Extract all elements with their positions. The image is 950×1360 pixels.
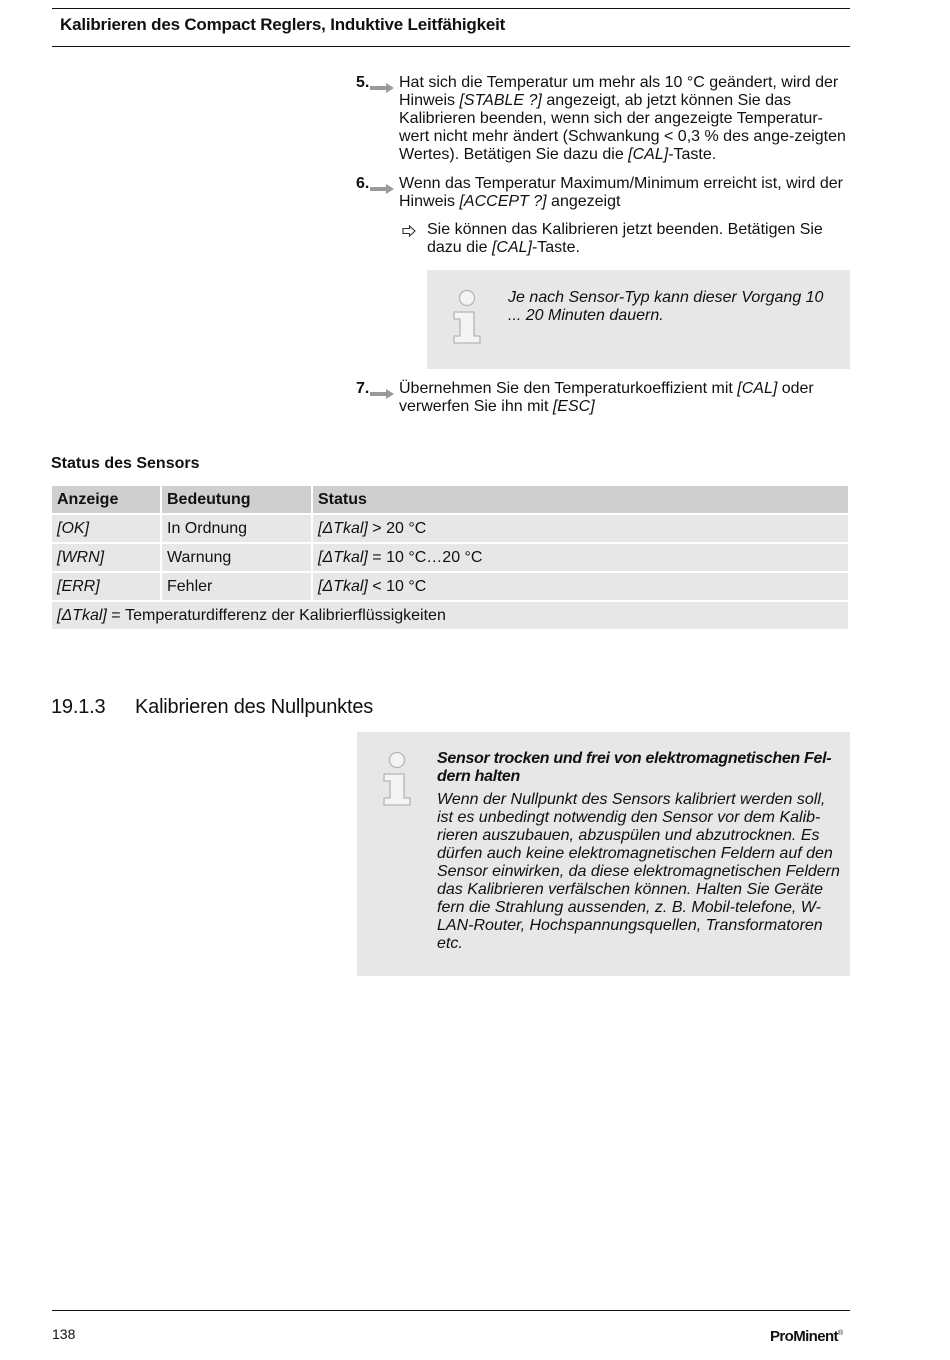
table-header-row xyxy=(52,486,848,513)
header-top-rule xyxy=(52,8,850,9)
result-arrow-icon xyxy=(399,225,419,237)
table-footnote: [ΔTkal] = Temperaturdifferenz der Kalibrierflüssigkeiten xyxy=(52,602,848,629)
result-text: Sie können das Kalibrieren jetzt beenden. Betätigen Sie dazu die [CAL]-Taste. xyxy=(427,221,823,256)
cell-status: [ΔTkal] < 10 °C xyxy=(313,573,848,600)
step-7 xyxy=(356,380,850,416)
step-result xyxy=(399,221,850,257)
section-title: Kalibrieren des Nullpunktes xyxy=(135,696,374,718)
column-header: Bedeutung xyxy=(162,486,311,513)
page-number: 138 xyxy=(52,1326,76,1342)
cell-code: [OK] xyxy=(52,515,160,542)
info-box-duration xyxy=(427,270,850,369)
column-header: Status xyxy=(313,486,848,513)
info-title: Sensor trocken und frei von elektromagnetischen Fel-dern halten xyxy=(437,750,832,785)
step-arrow-icon xyxy=(370,83,394,93)
cell-meaning: Warnung xyxy=(162,544,311,571)
column-header: Anzeige xyxy=(52,486,160,513)
step-text: Hat sich die Temperatur um mehr als 10 °C geändert, wird der Hinweis [STABLE ?] angezeigt, ab jetzt können Sie das Kalibrieren beenden, wenn sich der angezeigte Temperatur-wert nicht mehr ändert (Schwankung < 0,3 % des ange-zeigten Wertes). Betätigen Sie dazu die [CAL]-Taste. xyxy=(399,74,846,163)
header-bottom-rule xyxy=(52,46,850,47)
info-box-sensor-dry xyxy=(357,732,850,976)
table-row xyxy=(52,515,848,542)
info-text: Je nach Sensor-Typ kann dieser Vorgang 10 ... 20 Minuten dauern. xyxy=(508,289,824,324)
prominent-logo: ProMinent® xyxy=(770,1328,843,1345)
step-text: Wenn das Temperatur Maximum/Minimum erreicht ist, wird der Hinweis [ACCEPT ?] angezeigt xyxy=(399,175,843,210)
info-icon xyxy=(449,288,485,348)
status-table xyxy=(50,484,850,631)
status-heading: Status des Sensors xyxy=(51,455,200,472)
cell-meaning: In Ordnung xyxy=(162,515,311,542)
cell-meaning: Fehler xyxy=(162,573,311,600)
table-row xyxy=(52,573,848,600)
step-arrow-icon xyxy=(370,184,394,194)
table-footnote-row xyxy=(52,602,848,629)
cell-status: [ΔTkal] = 10 °C…20 °C xyxy=(313,544,848,571)
table-row xyxy=(52,544,848,571)
step-6 xyxy=(356,175,850,211)
step-number: 5. xyxy=(356,74,370,91)
step-number: 7. xyxy=(356,380,370,397)
section-number: 19.1.3 xyxy=(51,696,106,718)
step-5 xyxy=(356,74,850,164)
cell-code: [WRN] xyxy=(52,544,160,571)
info-body: Wenn der Nullpunkt des Sensors kalibriert werden soll, ist es unbedingt notwendig den Sensor vor dem Kalib-rieren auszubauen, abzuspülen und abzutrocknen. Es dürfen auch keine elektromagnetischen Feldern auf den Sensor einwirken, da diese elektromagnetischen Feldern das Kalibrieren verfälschen können. Halten Sie Geräte fern die Strahlung aussenden, z. B. Mobil-telefone, W-LAN-Router, Hochspannungsquellen, Transformatoren etc. xyxy=(437,791,840,952)
step-number: 6. xyxy=(356,175,370,192)
footer-rule xyxy=(52,1310,850,1311)
step-arrow-icon xyxy=(370,389,394,399)
info-icon xyxy=(379,750,415,810)
cell-code: [ERR] xyxy=(52,573,160,600)
step-text: Übernehmen Sie den Temperaturkoeffizient mit [CAL] oder verwerfen Sie ihn mit [ESC] xyxy=(399,380,814,415)
page-header-title: Kalibrieren des Compact Reglers, Induktive Leitfähigkeit xyxy=(60,15,506,34)
section-heading xyxy=(51,696,373,719)
cell-status: [ΔTkal] > 20 °C xyxy=(313,515,848,542)
